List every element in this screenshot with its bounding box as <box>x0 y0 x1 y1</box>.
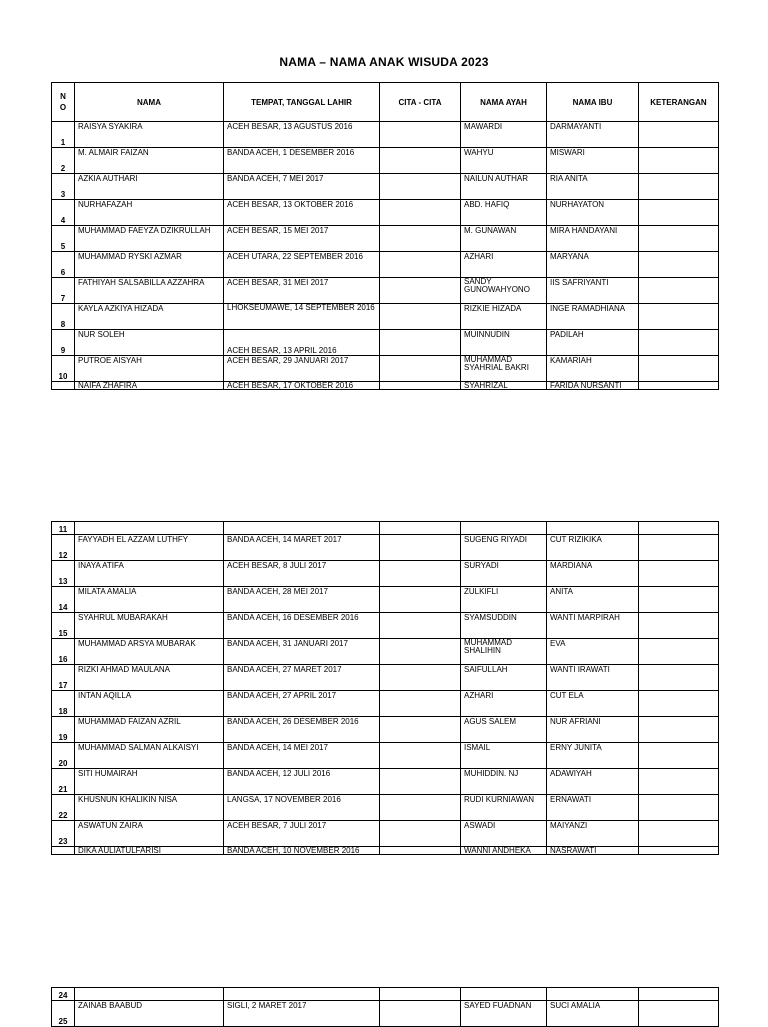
table-row <box>52 174 719 200</box>
cell-ttl <box>224 988 380 1001</box>
cell-cita <box>380 743 461 769</box>
cell-cita <box>380 226 461 252</box>
cell-no: 18 <box>52 691 75 717</box>
table-row <box>52 613 719 639</box>
cell-cita <box>380 252 461 278</box>
cell-nama: KHUSNUN KHALIKIN NISA <box>75 795 224 821</box>
cell-no: 3 <box>52 174 75 200</box>
cell-no: 6 <box>52 252 75 278</box>
cell-nama: ASWATUN ZAIRA <box>75 821 224 847</box>
cell-ayah: SAYED FUADNAN <box>461 1001 547 1027</box>
cell-ttl: LHOKSEUMAWE, 14 SEPTEMBER 2016 <box>224 304 380 330</box>
cell-ayah: AGUS SALEM <box>461 717 547 743</box>
cell-nama: INAYA ATIFA <box>75 561 224 587</box>
cell-ket <box>639 639 719 665</box>
page-title: NAMA – NAMA ANAK WISUDA 2023 <box>279 55 489 69</box>
cell-ibu: CUT RIZIKIKA <box>547 535 639 561</box>
cell-ibu <box>547 522 639 535</box>
cell-no: 12 <box>52 535 75 561</box>
cell-ket <box>639 330 719 356</box>
cell-ibu: WANTI IRAWATI <box>547 665 639 691</box>
cell-ket <box>639 743 719 769</box>
cell-ket <box>639 795 719 821</box>
cell-nama <box>75 988 224 1001</box>
cell-nama: INTAN AQILLA <box>75 691 224 717</box>
table-row <box>52 252 719 278</box>
cell-no: 2 <box>52 148 75 174</box>
cell-ibu: MISWARI <box>547 148 639 174</box>
cell-no: 21 <box>52 769 75 795</box>
cell-ayah: M. GUNAWAN <box>461 226 547 252</box>
table-row <box>52 743 719 769</box>
cell-ket <box>639 717 719 743</box>
cell-ayah: AZHARI <box>461 691 547 717</box>
table-row <box>52 665 719 691</box>
table-row <box>52 304 719 330</box>
cell-no: 19 <box>52 717 75 743</box>
cell-ayah: SURYADI <box>461 561 547 587</box>
cell-cita <box>380 304 461 330</box>
cell-nama: FAYYADH EL AZZAM LUTHFY <box>75 535 224 561</box>
cell-cita <box>380 522 461 535</box>
cell-ayah: ASWADI <box>461 821 547 847</box>
header-nama: NAMA <box>75 83 224 122</box>
table-row <box>52 535 719 561</box>
cell-ttl: SIGLI, 2 MARET 2017 <box>224 1001 380 1027</box>
cell-ibu: DARMAYANTI <box>547 122 639 148</box>
cell-ttl: BANDA ACEH, 10 NOVEMBER 2016 <box>224 847 380 855</box>
cell-ibu: ANITA <box>547 587 639 613</box>
table-row <box>52 356 719 382</box>
cell-nama: AZKIA AUTHARI <box>75 174 224 200</box>
cell-ayah: NAILUN AUTHAR <box>461 174 547 200</box>
cell-cita <box>380 122 461 148</box>
cell-ket <box>639 200 719 226</box>
table-row <box>52 717 719 743</box>
cell-no: 17 <box>52 665 75 691</box>
table-row <box>52 522 719 535</box>
cell-ttl: BANDA ACEH, 14 MEI 2017 <box>224 743 380 769</box>
cell-ttl: ACEH BESAR, 17 OKTOBER 2016 <box>224 382 380 390</box>
cell-ibu: NASRAWATI <box>547 847 639 855</box>
cell-nama: ZAINAB BAABUD <box>75 1001 224 1027</box>
cell-ayah: SAIFULLAH <box>461 665 547 691</box>
cell-ttl: BANDA ACEH, 31 JANUARI 2017 <box>224 639 380 665</box>
cell-ttl: ACEH BESAR, 7 JULI 2017 <box>224 821 380 847</box>
cell-ttl: ACEH BESAR, 13 AGUSTUS 2016 <box>224 122 380 148</box>
cell-cita <box>380 587 461 613</box>
cell-cita <box>380 330 461 356</box>
cell-ayah: MUINNUDIN <box>461 330 547 356</box>
cell-no: 5 <box>52 226 75 252</box>
cell-ayah: SYAHRIZAL <box>461 382 547 390</box>
cell-ttl: BANDA ACEH, 1 DESEMBER 2016 <box>224 148 380 174</box>
cell-ttl: ACEH BESAR, 13 APRIL 2016 <box>224 330 380 356</box>
header-tempat-tanggal-lahir: TEMPAT, TANGGAL LAHIR <box>224 83 380 122</box>
table-row <box>52 382 719 390</box>
cell-cita <box>380 200 461 226</box>
cell-ttl: BANDA ACEH, 27 MARET 2017 <box>224 665 380 691</box>
cell-ayah: ABD. HAFIQ <box>461 200 547 226</box>
cell-ttl: ACEH BESAR, 13 OKTOBER 2016 <box>224 200 380 226</box>
cell-ttl: ACEH UTARA, 22 SEPTEMBER 2016 <box>224 252 380 278</box>
header-nama-ayah: NAMA AYAH <box>461 83 547 122</box>
cell-ket <box>639 769 719 795</box>
cell-ayah: MAWARDI <box>461 122 547 148</box>
cell-nama: DIKA AULIATULFARISI <box>75 847 224 855</box>
cell-ibu: NUR AFRIANI <box>547 717 639 743</box>
cell-ttl <box>224 522 380 535</box>
header-nama-ibu: NAMA IBU <box>547 83 639 122</box>
cell-ttl: LANGSA, 17 NOVEMBER 2016 <box>224 795 380 821</box>
cell-nama: MILATA AMALIA <box>75 587 224 613</box>
cell-nama: MUHAMMAD FAIZAN AZRIL <box>75 717 224 743</box>
cell-ttl: BANDA ACEH, 14 MARET 2017 <box>224 535 380 561</box>
cell-cita <box>380 769 461 795</box>
cell-ibu: MARYANA <box>547 252 639 278</box>
cell-ket <box>639 122 719 148</box>
cell-ibu: RIA ANITA <box>547 174 639 200</box>
cell-ayah: ISMAIL <box>461 743 547 769</box>
cell-ttl: BANDA ACEH, 28 MEI 2017 <box>224 587 380 613</box>
cell-cita <box>380 535 461 561</box>
cell-ttl: BANDA ACEH, 12 JULI 2016 <box>224 769 380 795</box>
cell-ayah: RUDI KURNIAWAN <box>461 795 547 821</box>
cell-cita <box>380 1001 461 1027</box>
cell-no: 25 <box>52 1001 75 1027</box>
cell-cita <box>380 639 461 665</box>
table-row <box>52 769 719 795</box>
cell-ket <box>639 174 719 200</box>
graduates-table-part-3 <box>51 987 719 1027</box>
cell-ttl: BANDA ACEH, 7 MEI 2017 <box>224 174 380 200</box>
table-row <box>52 278 719 304</box>
cell-nama: NURHAFAZAH <box>75 200 224 226</box>
cell-ket <box>639 613 719 639</box>
cell-ket <box>639 988 719 1001</box>
cell-ttl: ACEH BESAR, 8 JULI 2017 <box>224 561 380 587</box>
cell-ibu: ADAWIYAH <box>547 769 639 795</box>
cell-cita <box>380 278 461 304</box>
cell-ayah: SANDY GUNOWAHYONO <box>461 278 547 304</box>
table-row <box>52 847 719 855</box>
cell-cita <box>380 148 461 174</box>
cell-cita <box>380 174 461 200</box>
cell-cita <box>380 821 461 847</box>
cell-ayah: MUHIDDIN. NJ <box>461 769 547 795</box>
cell-no: 11 <box>52 522 75 535</box>
cell-ibu: ERNAWATI <box>547 795 639 821</box>
cell-nama: KAYLA AZKIYA HIZADA <box>75 304 224 330</box>
cell-nama: MUHAMMAD ARSYA MUBARAK <box>75 639 224 665</box>
cell-nama: RAISYA SYAKIRA <box>75 122 224 148</box>
cell-ket <box>639 148 719 174</box>
cell-cita <box>380 717 461 743</box>
table-row <box>52 691 719 717</box>
cell-ibu: SUCI AMALIA <box>547 1001 639 1027</box>
cell-no: 23 <box>52 821 75 847</box>
cell-no <box>52 847 75 855</box>
cell-ibu: MAIYANZI <box>547 821 639 847</box>
cell-nama: MUHAMMAD FAEYZA DZIKRULLAH <box>75 226 224 252</box>
cell-ket <box>639 522 719 535</box>
table-row <box>52 795 719 821</box>
header-cita-cita: CITA - CITA <box>380 83 461 122</box>
cell-ibu: ERNY JUNITA <box>547 743 639 769</box>
cell-no: 14 <box>52 587 75 613</box>
cell-no: 22 <box>52 795 75 821</box>
cell-no <box>52 382 75 390</box>
cell-ket <box>639 226 719 252</box>
cell-ayah: WAHYU <box>461 148 547 174</box>
cell-cita <box>380 691 461 717</box>
cell-cita <box>380 561 461 587</box>
cell-ttl: ACEH BESAR, 29 JANUARI 2017 <box>224 356 380 382</box>
cell-ket <box>639 535 719 561</box>
header-keterangan: KETERANGAN <box>639 83 719 122</box>
table-row <box>52 821 719 847</box>
cell-cita <box>380 613 461 639</box>
cell-ttl: BANDA ACEH, 26 DESEMBER 2016 <box>224 717 380 743</box>
table-row <box>52 988 719 1001</box>
cell-no: 24 <box>52 988 75 1001</box>
cell-ibu <box>547 988 639 1001</box>
cell-nama: NUR SOLEH <box>75 330 224 356</box>
cell-no: 4 <box>52 200 75 226</box>
cell-ibu: MIRA HANDAYANI <box>547 226 639 252</box>
cell-ayah: AZHARI <box>461 252 547 278</box>
cell-ibu: KAMARIAH <box>547 356 639 382</box>
cell-cita <box>380 665 461 691</box>
cell-nama: NAIFA ZHAFIRA <box>75 382 224 390</box>
cell-no: 20 <box>52 743 75 769</box>
table-row <box>52 561 719 587</box>
cell-cita <box>380 356 461 382</box>
table-row <box>52 639 719 665</box>
cell-cita <box>380 795 461 821</box>
cell-nama <box>75 522 224 535</box>
cell-ket <box>639 278 719 304</box>
cell-ttl: ACEH BESAR, 15 MEI 2017 <box>224 226 380 252</box>
cell-ket <box>639 587 719 613</box>
graduates-table-part-1 <box>51 82 719 390</box>
cell-ket <box>639 382 719 390</box>
cell-cita <box>380 382 461 390</box>
table-row <box>52 122 719 148</box>
table-row <box>52 148 719 174</box>
header-no: N O <box>52 83 75 122</box>
cell-ttl: ACEH BESAR, 31 MEI 2017 <box>224 278 380 304</box>
cell-nama: MUHAMMAD SALMAN ALKAISYI <box>75 743 224 769</box>
cell-no: 1 <box>52 122 75 148</box>
cell-ket <box>639 665 719 691</box>
table-row <box>52 226 719 252</box>
cell-ket <box>639 691 719 717</box>
cell-no: 16 <box>52 639 75 665</box>
cell-ibu: CUT ELA <box>547 691 639 717</box>
cell-ket <box>639 821 719 847</box>
cell-ket <box>639 356 719 382</box>
cell-ibu: NURHAYATON <box>547 200 639 226</box>
cell-no: 13 <box>52 561 75 587</box>
table-row <box>52 330 719 356</box>
cell-ibu: WANTI MARPIRAH <box>547 613 639 639</box>
cell-ayah: SUGENG RIYADI <box>461 535 547 561</box>
cell-ayah: ZULKIFLI <box>461 587 547 613</box>
cell-ayah: RIZKIE HIZADA <box>461 304 547 330</box>
cell-ibu: PADILAH <box>547 330 639 356</box>
cell-ayah <box>461 522 547 535</box>
cell-ket <box>639 847 719 855</box>
cell-ttl: BANDA ACEH, 27 APRIL 2017 <box>224 691 380 717</box>
cell-ayah: MUHAMMAD SYAHRIAL BAKRI <box>461 356 547 382</box>
cell-no: 9 <box>52 330 75 356</box>
cell-ayah <box>461 988 547 1001</box>
cell-ibu: INGE RAMADHIANA <box>547 304 639 330</box>
cell-nama: SYAHRUL MUBARAKAH <box>75 613 224 639</box>
cell-nama: SITI HUMAIRAH <box>75 769 224 795</box>
cell-nama: RIZKI AHMAD MAULANA <box>75 665 224 691</box>
cell-ket <box>639 304 719 330</box>
cell-ttl: BANDA ACEH, 16 DESEMBER 2016 <box>224 613 380 639</box>
graduates-table-part-2 <box>51 521 719 855</box>
cell-nama: PUTROE AISYAH <box>75 356 224 382</box>
cell-ibu: FARIDA NURSANTI <box>547 382 639 390</box>
table-row <box>52 200 719 226</box>
cell-no: 15 <box>52 613 75 639</box>
cell-nama: M. ALMAIR FAIZAN <box>75 148 224 174</box>
cell-no: 7 <box>52 278 75 304</box>
cell-nama: MUHAMMAD RYSKI AZMAR <box>75 252 224 278</box>
cell-ket <box>639 252 719 278</box>
cell-no: 10 <box>52 356 75 382</box>
table-row <box>52 587 719 613</box>
cell-no: 8 <box>52 304 75 330</box>
cell-ibu: MARDIANA <box>547 561 639 587</box>
cell-ket <box>639 561 719 587</box>
cell-ibu: EVA <box>547 639 639 665</box>
cell-ayah: WANNI ANDHEKA <box>461 847 547 855</box>
cell-ayah: MUHAMMAD SHALIHIN <box>461 639 547 665</box>
cell-nama: FATHIYAH SALSABILLA AZZAHRA <box>75 278 224 304</box>
cell-cita <box>380 847 461 855</box>
table-header-row <box>52 83 719 122</box>
cell-ibu: IIS SAFRIYANTI <box>547 278 639 304</box>
cell-cita <box>380 988 461 1001</box>
table-row <box>52 1001 719 1027</box>
cell-ayah: SYAMSUDDIN <box>461 613 547 639</box>
cell-ket <box>639 1001 719 1027</box>
